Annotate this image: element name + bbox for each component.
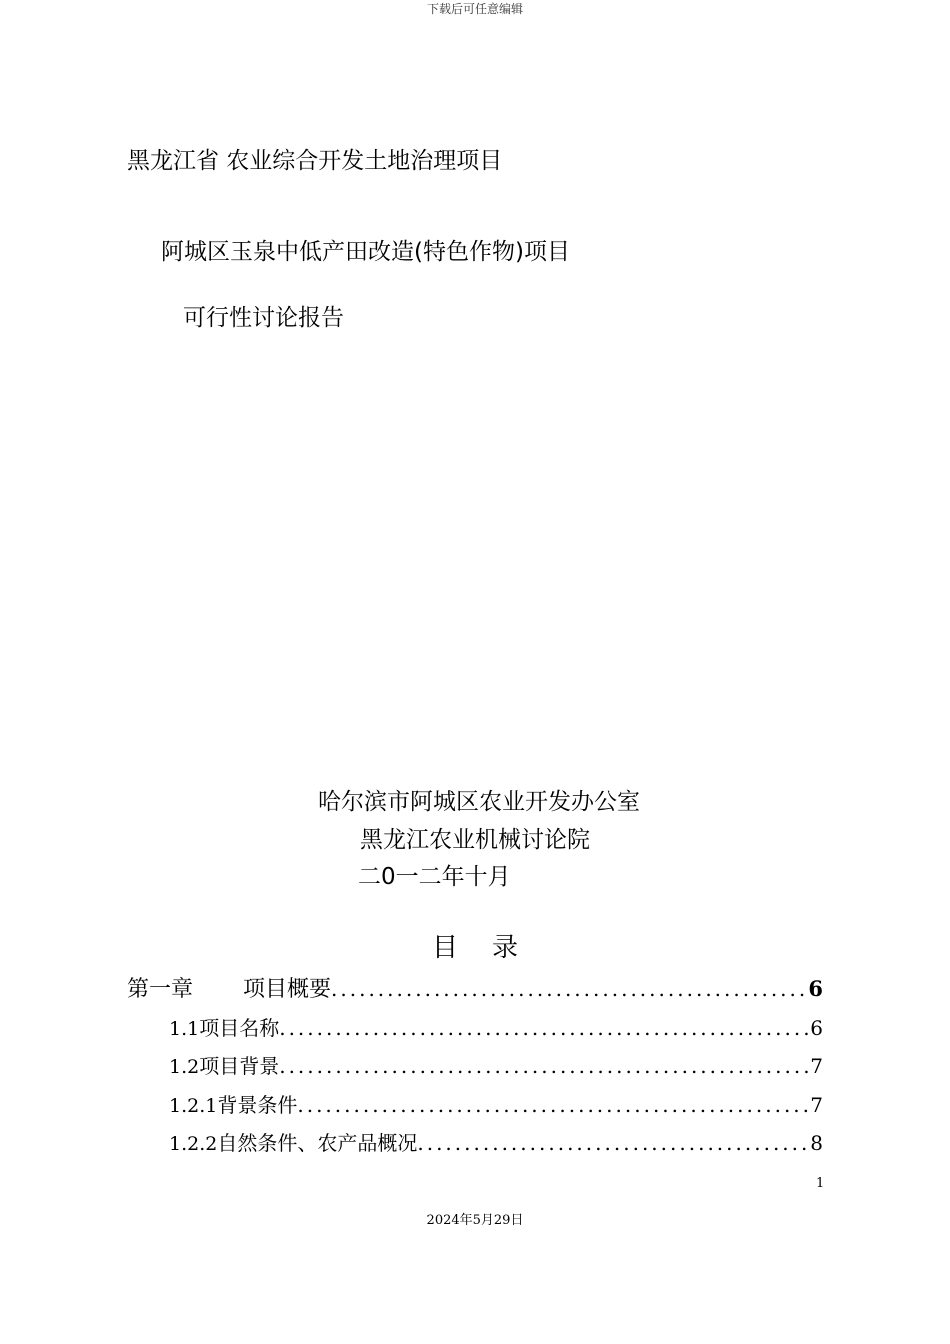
report-date: 二0一二年十月: [358, 864, 511, 890]
toc-entry-page: 6: [808, 976, 823, 1001]
page-header-note: 下载后可任意编辑: [426, 2, 523, 16]
toc-entry-number: 1.2.1: [169, 1095, 218, 1117]
toc-entry-number: 1.1: [169, 1018, 200, 1040]
toc-entry-number: 第一章: [127, 977, 194, 1002]
toc-entry-number: 1.2.2: [169, 1133, 218, 1155]
toc-entry-page: 6: [810, 1016, 823, 1040]
cover-title-line2: 阿城区玉泉中低产田改造(特色作物)项目: [161, 239, 570, 265]
toc-entry-page: 8: [810, 1131, 823, 1155]
toc-leader-dots: [417, 1131, 808, 1155]
cover-title-line1: 黑龙江省 农业综合开发土地治理项目: [127, 148, 503, 174]
toc-leader-dots: [279, 1054, 808, 1078]
toc-leader-dots: [297, 1093, 808, 1117]
toc-entry-name: 背景条件: [217, 1093, 298, 1117]
toc-entry-chapter-1[interactable]: [127, 972, 823, 1003]
toc-entry-page: 7: [810, 1054, 823, 1078]
organization-line1: 哈尔滨市阿城区农业开发办公室: [318, 789, 640, 815]
toc-entry-section[interactable]: [169, 1050, 823, 1079]
toc-entry-subsection[interactable]: [169, 1127, 823, 1156]
toc-entry-name: 项目名称: [199, 1016, 280, 1040]
toc-entry-subsection[interactable]: [169, 1089, 823, 1118]
toc-title: 目录: [431, 933, 552, 963]
toc-entry-name: 项目概要: [243, 977, 332, 1002]
toc-entry-name: 自然条件、农产品概况: [217, 1131, 418, 1155]
toc-entry-page: 7: [810, 1093, 823, 1117]
toc-entry-name: 项目背景: [199, 1054, 280, 1078]
page-number: 1: [816, 1176, 825, 1191]
toc-entry-section[interactable]: [169, 1012, 823, 1041]
toc-entry-number: 1.2: [169, 1056, 200, 1078]
footer-date: 2024年5月29日: [426, 1213, 524, 1228]
organization-line2: 黑龙江农业机械讨论院: [360, 827, 590, 853]
cover-title-line3: 可行性讨论报告: [183, 305, 344, 331]
toc-leader-dots: [331, 977, 806, 1001]
toc-leader-dots: [279, 1016, 808, 1040]
